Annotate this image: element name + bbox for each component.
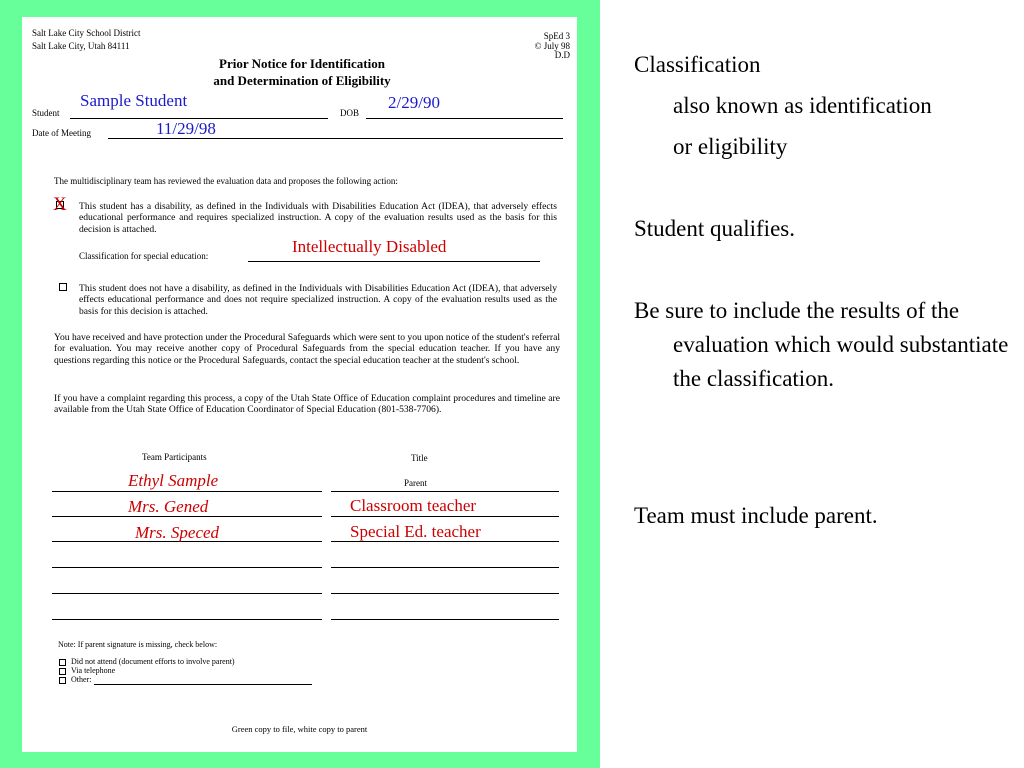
student-name: Sample Student [80,91,188,110]
participant-name: Ethyl Sample [128,471,219,490]
participant-line [52,619,322,620]
classification-value: Intellectually Disabled [292,237,447,256]
participants-header: Team Participants [142,452,207,462]
check-box [59,668,66,675]
participant-line [52,593,322,594]
classification-line [248,261,540,262]
meeting-label: Date of Meeting [32,128,91,138]
title-line [331,567,559,568]
check-item: Did not attend (document efforts to involve parent) [71,657,235,666]
title-line [331,619,559,620]
check-item: Via telephone [71,666,116,675]
other-line [94,684,312,685]
district-name: Salt Lake City School District [32,28,141,38]
participant-name: Mrs. Speced [135,523,220,542]
participant-line [52,491,322,492]
participant-title: Special Ed. teacher [350,522,481,541]
title-line [331,593,559,594]
form-code: SpEd 3 [543,31,570,41]
participant-title: Classroom teacher [350,496,477,515]
option2-checkbox [59,283,67,291]
check-box [59,659,66,666]
district-address: Salt Lake City, Utah 84111 [32,41,130,51]
option1-mark: X [53,194,67,215]
dob-line [366,118,563,119]
form-date: © July 98 [534,41,570,51]
title-header: Title [411,453,428,463]
eligibility-form [22,17,577,752]
title-line [331,516,559,517]
classification-label: Classification for special education: [79,251,209,261]
intro-text: The multidisciplinary team has reviewed the evaluation data and proposes the following action: [54,176,398,186]
participant-name: Mrs. Gened [128,497,209,516]
notes-sub1: also known as identification [673,93,932,118]
dob-value: 2/29/90 [388,93,440,112]
signature-note: Note: If parent signature is missing, check below: [58,640,218,649]
dob-label: DOB [340,108,360,118]
check-item: Other: [71,675,92,684]
notes-qualifies: Student qualifies. [634,216,795,241]
notes-parent: Team must include parent. [634,503,878,528]
slide-notes [634,48,1019,533]
participant-line [52,567,322,568]
form-footer: Green copy to file, white copy to parent [231,724,368,734]
option1-text: This student has a disability, as defined in the Individuals with Disabilities Education Act (IDEA), that adversely effects educational performance and requires specialized instruction. A copy of the evaluation results used as the basis for this decision is attached. [79,201,557,235]
title-line [331,491,559,492]
notes-results: Be sure to include the results of the evaluation which would substantiate the classification. [634,298,1009,391]
form-title-line2: and Determination of Eligibility [213,73,391,88]
notes-heading: Classification [634,52,761,77]
complaint-text: If you have a complaint regarding this process, a copy of the Utah State Office of Education complaint procedures and timeline are available from the Utah State Office of Education Coordinator of Special Education (801-538-7706). [54,393,560,416]
meeting-date: 11/29/98 [156,119,216,138]
option2-text: This student does not have a disability, as defined in the Individuals with Disabilities Education Act (IDEA), that adversely effects educational performance and does not require specialized instruction. A copy of the evaluation results used as the basis for this decision is attached. [79,283,557,317]
check-box [59,677,66,684]
participant-title: Parent [404,478,427,488]
form-title-line1: Prior Notice for Identification [219,56,385,71]
safeguards-text: You have received and have protection under the Procedural Safeguards which were sent to you upon notice of the student's referral for evaluation. You may receive another copy of Procedural Safeguards from the special education teacher. If you have any questions regarding this notice or the Procedural Safeguards, contact the special education teacher at the student's school. [54,332,560,366]
form-suffix: D.D [554,50,570,60]
student-label: Student [32,108,60,118]
notes-sub2: or eligibility [673,134,788,159]
